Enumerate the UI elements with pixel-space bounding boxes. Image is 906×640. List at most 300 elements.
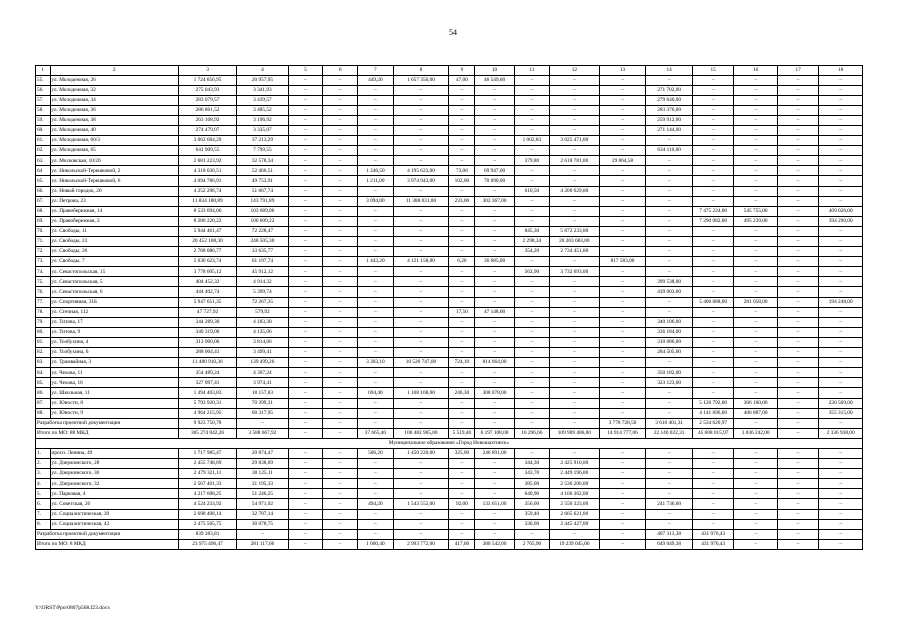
value-cell: – xyxy=(549,408,599,418)
value-cell: – xyxy=(819,348,863,358)
column-number-header: 13 xyxy=(599,66,646,76)
summary-value: 6 197 108,00 xyxy=(475,428,514,438)
value-cell: 279 640,00 xyxy=(646,95,693,105)
value-cell: 5 126 792,00 xyxy=(692,398,733,408)
value-cell: 1 494 403,83 xyxy=(179,388,237,398)
value-cell: – xyxy=(777,368,818,378)
value-cell: – xyxy=(599,297,646,307)
value-cell: – xyxy=(599,105,646,115)
value-cell: – xyxy=(599,469,646,479)
value-cell: – xyxy=(449,105,475,115)
value-cell: – xyxy=(549,75,599,85)
value-cell: 246 891,00 xyxy=(475,448,514,458)
value-cell: 30 125,11 xyxy=(237,469,289,479)
value-cell: – xyxy=(288,348,322,358)
value-cell: – xyxy=(734,348,778,358)
value-cell: 5 944 461,47 xyxy=(179,226,237,236)
value-cell: – xyxy=(692,489,733,499)
value-cell: – xyxy=(393,398,449,408)
value-cell: 3 732 693,00 xyxy=(549,267,599,277)
value-cell: – xyxy=(549,176,599,186)
value-cell: – xyxy=(323,267,358,277)
value-cell: – xyxy=(819,105,863,115)
value-cell: – xyxy=(777,469,818,479)
value-cell: – xyxy=(514,115,549,125)
value-cell: – xyxy=(692,136,733,146)
building-address: ул. Никольской-Терешковой, 6 xyxy=(50,176,179,186)
value-cell: – xyxy=(393,287,449,297)
row-number: 60. xyxy=(36,125,51,135)
value-cell: – xyxy=(599,206,646,216)
building-address: ул. Севастопольская, 5 xyxy=(50,277,179,287)
value-cell: 694,40 xyxy=(358,388,393,398)
value-cell: – xyxy=(549,125,599,135)
value-cell: – xyxy=(323,459,358,469)
value-cell: – xyxy=(734,257,778,267)
building-row xyxy=(36,115,863,125)
value-cell: – xyxy=(449,186,475,196)
value-cell: – xyxy=(323,247,358,257)
building-row xyxy=(36,469,863,479)
value-cell: – xyxy=(288,206,322,216)
summary-value: – xyxy=(549,418,599,428)
value-cell: – xyxy=(449,348,475,358)
value-cell: – xyxy=(692,105,733,115)
summary-value: – xyxy=(449,529,475,539)
value-cell: – xyxy=(323,277,358,287)
value-cell: 69 947,00 xyxy=(475,166,514,176)
value-cell: – xyxy=(549,368,599,378)
value-cell: – xyxy=(393,519,449,529)
value-cell: – xyxy=(646,156,693,166)
summary-value: – xyxy=(323,539,358,549)
value-cell: – xyxy=(549,398,599,408)
value-cell: – xyxy=(514,307,549,317)
value-cell: 7 290 082,00 xyxy=(692,216,733,226)
value-cell: – xyxy=(514,358,549,368)
value-cell: – xyxy=(734,105,778,115)
summary-value: 1 000,40 xyxy=(358,539,393,549)
value-cell: – xyxy=(475,156,514,166)
total-row xyxy=(36,428,863,438)
value-cell: – xyxy=(692,186,733,196)
value-cell: 2 768 086,77 xyxy=(179,247,237,257)
value-cell: – xyxy=(358,277,393,287)
value-cell: – xyxy=(449,136,475,146)
building-row xyxy=(36,398,863,408)
value-cell: – xyxy=(358,216,393,226)
value-cell: 4 217 608,25 xyxy=(179,489,237,499)
value-cell: – xyxy=(777,105,818,115)
value-cell: 4 524 233,92 xyxy=(179,499,237,509)
column-number-header: 15 xyxy=(692,66,733,76)
value-cell: 271 144,00 xyxy=(646,125,693,135)
value-cell: 31 195,33 xyxy=(237,479,289,489)
value-cell: – xyxy=(692,388,733,398)
value-cell: – xyxy=(819,176,863,186)
building-address: ул. Титова, 17 xyxy=(50,317,179,327)
value-cell: – xyxy=(393,247,449,257)
building-address: ул. Молодежная, 34 xyxy=(50,95,179,105)
summary-value: 2 534 620,97 xyxy=(692,418,733,428)
value-cell: – xyxy=(549,146,599,156)
value-cell: – xyxy=(393,136,449,146)
value-cell: – xyxy=(393,237,449,247)
summary-value: – xyxy=(393,529,449,539)
value-cell: 17,50 xyxy=(449,307,475,317)
value-cell: – xyxy=(393,337,449,347)
value-cell: 46 549,00 xyxy=(475,75,514,85)
summary-value: – xyxy=(323,428,358,438)
value-cell: 845,30 xyxy=(514,226,549,236)
value-cell: – xyxy=(288,287,322,297)
building-address: ул. Советская, 26 xyxy=(50,499,179,509)
value-cell: – xyxy=(734,267,778,277)
value-cell: – xyxy=(358,115,393,125)
value-cell: 354,20 xyxy=(514,247,549,257)
value-cell: 302 367,00 xyxy=(475,196,514,206)
column-number-header: 2 xyxy=(50,66,179,76)
value-cell: 1 717 985,47 xyxy=(179,448,237,458)
value-cell: 4 121 158,00 xyxy=(393,257,449,267)
value-cell: – xyxy=(819,519,863,529)
value-cell: – xyxy=(323,337,358,347)
value-cell: – xyxy=(393,348,449,358)
row-number: 72. xyxy=(36,247,51,257)
value-cell: – xyxy=(449,368,475,378)
value-cell: – xyxy=(549,388,599,398)
building-row xyxy=(36,105,863,115)
value-cell: 356,00 xyxy=(514,499,549,509)
value-cell: – xyxy=(475,95,514,105)
summary-value: 3 036 242,00 xyxy=(734,428,778,438)
value-cell: – xyxy=(475,277,514,287)
value-cell: 640,90 xyxy=(514,489,549,499)
value-cell: – xyxy=(646,237,693,247)
column-number-header: 7 xyxy=(358,66,393,76)
value-cell: – xyxy=(358,378,393,388)
value-cell: 399 538,00 xyxy=(646,277,693,287)
value-cell: – xyxy=(734,176,778,186)
value-cell: – xyxy=(692,368,733,378)
value-cell: 2 425 910,00 xyxy=(549,459,599,469)
value-cell: 2 455 748,69 xyxy=(179,459,237,469)
value-cell: – xyxy=(288,307,322,317)
value-cell: – xyxy=(323,156,358,166)
building-address: ул. Трамвайная, 3 xyxy=(50,358,179,368)
value-cell: – xyxy=(449,156,475,166)
value-cell: – xyxy=(599,277,646,287)
value-cell: – xyxy=(514,166,549,176)
value-cell: – xyxy=(323,95,358,105)
building-row xyxy=(36,95,863,105)
value-cell: – xyxy=(777,317,818,327)
value-cell: – xyxy=(599,287,646,297)
value-cell: 18 157,83 xyxy=(237,388,289,398)
value-cell: – xyxy=(734,136,778,146)
value-cell: 133 651,00 xyxy=(475,499,514,509)
value-cell: 51 667,74 xyxy=(237,186,289,196)
value-cell: – xyxy=(449,459,475,469)
row-number: 65. xyxy=(36,176,51,186)
value-cell: – xyxy=(734,125,778,135)
row-number: 8. xyxy=(36,519,51,529)
value-cell: – xyxy=(734,85,778,95)
value-cell: – xyxy=(323,348,358,358)
value-cell: – xyxy=(692,459,733,469)
value-cell: 194 248,00 xyxy=(819,297,863,307)
value-cell: – xyxy=(449,287,475,297)
value-cell: 1 002,83 xyxy=(514,136,549,146)
value-cell: 3 025 471,00 xyxy=(549,136,599,146)
value-cell: 325,00 xyxy=(449,448,475,458)
value-cell: – xyxy=(358,479,393,489)
building-row xyxy=(36,448,863,458)
value-cell: – xyxy=(358,95,393,105)
summary-value: – xyxy=(514,418,549,428)
value-cell: – xyxy=(819,459,863,469)
value-cell: – xyxy=(777,459,818,469)
building-row xyxy=(36,408,863,418)
value-cell: – xyxy=(692,307,733,317)
value-cell: – xyxy=(777,388,818,398)
value-cell: 139 499,26 xyxy=(237,358,289,368)
value-cell: 10 526 747,00 xyxy=(393,358,449,368)
value-cell: – xyxy=(288,115,322,125)
value-cell: – xyxy=(288,408,322,418)
value-cell: – xyxy=(358,489,393,499)
value-cell: 241 736,00 xyxy=(646,499,693,509)
value-cell: – xyxy=(692,247,733,257)
value-cell: 3 303,10 xyxy=(358,358,393,368)
building-row xyxy=(36,206,863,216)
value-cell: – xyxy=(646,358,693,368)
building-row xyxy=(36,146,863,156)
value-cell: – xyxy=(323,206,358,216)
value-cell: 283 079,57 xyxy=(179,95,237,105)
row-number: 55. xyxy=(36,75,51,85)
value-cell: – xyxy=(599,459,646,469)
value-cell: – xyxy=(475,348,514,358)
value-cell: – xyxy=(549,206,599,216)
value-cell: – xyxy=(288,368,322,378)
value-cell: 2 445 427,00 xyxy=(549,519,599,529)
building-address: ул. Юности, 9 xyxy=(50,408,179,418)
value-cell: – xyxy=(514,206,549,216)
value-cell: 506,20 xyxy=(358,448,393,458)
value-cell: – xyxy=(358,348,393,358)
row-number: 85. xyxy=(36,378,51,388)
value-cell: – xyxy=(777,186,818,196)
value-cell: 394 290,00 xyxy=(819,216,863,226)
value-cell: 4 200 629,00 xyxy=(549,186,599,196)
value-cell: – xyxy=(646,247,693,257)
value-cell: – xyxy=(646,469,693,479)
value-cell: 2 734 451,00 xyxy=(549,247,599,257)
value-cell: – xyxy=(692,277,733,287)
value-cell: – xyxy=(475,267,514,277)
value-cell: 2 618 781,00 xyxy=(549,156,599,166)
value-cell: 49 753,91 xyxy=(237,176,289,186)
value-cell: 274 479,07 xyxy=(179,125,237,135)
value-cell: – xyxy=(323,105,358,115)
value-cell: – xyxy=(449,206,475,216)
value-cell: – xyxy=(288,247,322,257)
row-number: 2. xyxy=(36,459,51,469)
row-number: 83. xyxy=(36,358,51,368)
value-cell: 70 090,00 xyxy=(475,176,514,186)
summary-value: 5 519,40 xyxy=(449,428,475,438)
value-cell: – xyxy=(393,509,449,519)
summary-value: – xyxy=(777,529,818,539)
building-address: ул. Молодежная, 65 xyxy=(50,146,179,156)
building-row xyxy=(36,247,863,257)
value-cell: – xyxy=(599,499,646,509)
value-cell: – xyxy=(646,408,693,418)
value-cell: – xyxy=(777,287,818,297)
value-cell: 3 335,07 xyxy=(237,125,289,135)
value-cell: – xyxy=(393,226,449,236)
value-cell: 4 195 623,00 xyxy=(393,166,449,176)
value-cell: – xyxy=(475,489,514,499)
building-address: ул. Юности, 8 xyxy=(50,398,179,408)
value-cell: – xyxy=(819,378,863,388)
value-cell: – xyxy=(646,519,693,529)
value-cell: – xyxy=(323,196,358,206)
value-cell: – xyxy=(599,196,646,206)
value-cell: – xyxy=(777,337,818,347)
value-cell: – xyxy=(819,368,863,378)
summary-value: 649 049,38 xyxy=(646,539,693,549)
value-cell: – xyxy=(449,519,475,529)
building-row xyxy=(36,368,863,378)
value-cell: 271 702,00 xyxy=(646,85,693,95)
row-number: 58. xyxy=(36,105,51,115)
value-cell: – xyxy=(358,459,393,469)
value-cell: – xyxy=(288,519,322,529)
value-cell: – xyxy=(777,307,818,317)
row-number: 77. xyxy=(36,297,51,307)
value-cell: – xyxy=(449,408,475,418)
value-cell: – xyxy=(358,226,393,236)
building-address: ул. Толбухина, 6 xyxy=(50,348,179,358)
design-documentation-row xyxy=(36,418,863,428)
row-number: 67. xyxy=(36,196,51,206)
value-cell: – xyxy=(288,479,322,489)
value-cell: – xyxy=(599,226,646,236)
value-cell: – xyxy=(646,75,693,85)
value-cell: – xyxy=(777,378,818,388)
value-cell: – xyxy=(734,327,778,337)
value-cell: 1 211,00 xyxy=(358,176,393,186)
value-cell: – xyxy=(323,489,358,499)
value-cell: – xyxy=(734,469,778,479)
value-cell: 3 439,57 xyxy=(237,95,289,105)
summary-value: 109 909 406,00 xyxy=(549,428,599,438)
value-cell: – xyxy=(393,327,449,337)
building-row xyxy=(36,226,863,236)
summary-label: Разработка проектной документации xyxy=(36,418,179,428)
value-cell: – xyxy=(449,85,475,95)
building-row xyxy=(36,257,863,267)
value-cell: – xyxy=(288,196,322,206)
value-cell: 248 505,30 xyxy=(237,237,289,247)
value-cell: 404 452,32 xyxy=(179,277,237,287)
value-cell: – xyxy=(358,398,393,408)
value-cell: – xyxy=(358,317,393,327)
building-address: ул. Свободы, 26 xyxy=(50,247,179,257)
row-number: 81. xyxy=(36,337,51,347)
value-cell: – xyxy=(777,206,818,216)
building-address: ул. Петрова, 23 xyxy=(50,196,179,206)
value-cell: 2 298,34 xyxy=(514,237,549,247)
value-cell: – xyxy=(323,125,358,135)
value-cell: – xyxy=(692,337,733,347)
value-cell: – xyxy=(358,408,393,418)
value-cell: – xyxy=(549,327,599,337)
value-cell: 230 569,00 xyxy=(819,398,863,408)
value-cell: – xyxy=(777,247,818,257)
value-cell: – xyxy=(819,196,863,206)
value-cell: – xyxy=(288,358,322,368)
value-cell: – xyxy=(734,226,778,236)
value-cell: – xyxy=(777,136,818,146)
value-cell: – xyxy=(777,156,818,166)
building-row xyxy=(36,519,863,529)
value-cell: 29 838,69 xyxy=(237,459,289,469)
value-cell: – xyxy=(514,105,549,115)
value-cell: – xyxy=(646,307,693,317)
value-cell: – xyxy=(514,257,549,267)
row-number: 71. xyxy=(36,237,51,247)
value-cell: 5 947 651,35 xyxy=(179,297,237,307)
summary-value: – xyxy=(288,529,322,539)
summary-value: 2 993 772,00 xyxy=(393,539,449,549)
value-cell: – xyxy=(393,479,449,489)
value-cell: – xyxy=(734,196,778,206)
value-cell: – xyxy=(777,125,818,135)
value-cell: 817 583,00 xyxy=(599,257,646,267)
value-cell: – xyxy=(323,146,358,156)
summary-value: – xyxy=(393,418,449,428)
value-cell: – xyxy=(358,287,393,297)
value-cell: – xyxy=(323,388,358,398)
value-cell: – xyxy=(646,459,693,469)
value-cell: – xyxy=(358,327,393,337)
row-number: 70. xyxy=(36,226,51,236)
value-cell: – xyxy=(692,257,733,267)
value-cell: – xyxy=(288,226,322,236)
value-cell: – xyxy=(819,469,863,479)
value-cell: – xyxy=(358,297,393,307)
value-cell: – xyxy=(549,337,599,347)
value-cell: – xyxy=(393,186,449,196)
summary-label: Итого по МО: 8 МКД xyxy=(36,539,179,549)
value-cell: – xyxy=(393,115,449,125)
value-cell: – xyxy=(475,368,514,378)
value-cell: – xyxy=(288,237,322,247)
value-cell: 73,06 xyxy=(449,166,475,176)
row-number: 61. xyxy=(36,136,51,146)
value-cell: – xyxy=(777,398,818,408)
value-cell: – xyxy=(692,115,733,125)
value-cell: – xyxy=(549,196,599,206)
value-cell: – xyxy=(475,186,514,196)
value-cell: 52 466,51 xyxy=(237,166,289,176)
row-number: 79. xyxy=(36,317,51,327)
summary-value: – xyxy=(288,428,322,438)
value-cell: – xyxy=(599,378,646,388)
